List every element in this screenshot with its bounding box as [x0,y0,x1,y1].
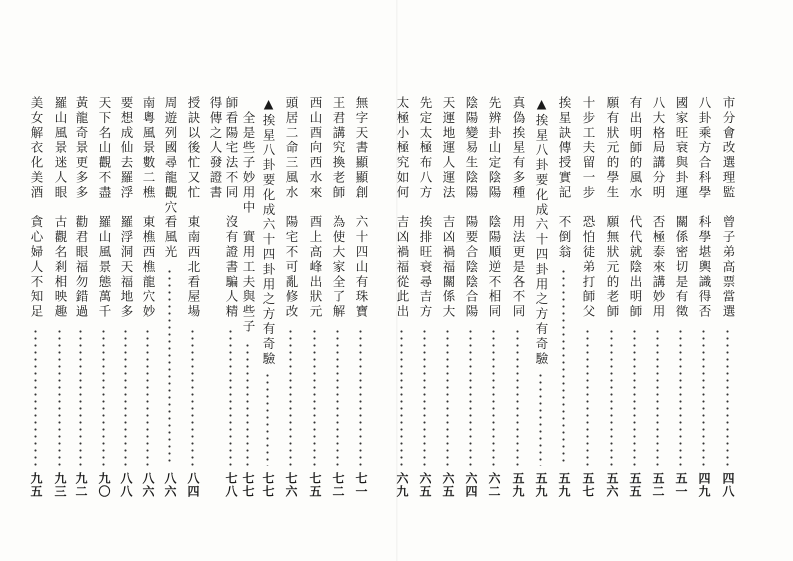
toc-title-text: 太極小極究如何 [395,96,410,201]
toc-entry[interactable] [580,96,596,496]
toc-entry[interactable] [486,96,502,496]
leader-dots [492,328,495,467]
page-number: 七五 [308,472,322,498]
page-number: 九五 [29,472,43,498]
toc-subtitle-text: 古觀名剎相映趣 [53,215,68,320]
toc-entry-title [696,96,712,320]
toc-entry[interactable] [353,96,369,496]
toc-title-text: 美女解衣化美酒 [29,96,44,201]
leader-dots [289,328,292,467]
page-number: 七七 [241,472,255,498]
toc-subtitle-text: 否極泰來講妙用 [651,215,666,320]
page-number: 六五 [418,472,432,498]
leader-dots [400,328,403,467]
toc-entry-title [96,96,112,320]
toc-title-text: ▲挨星八卦要化成六十四卦用之方有奇驗 [534,96,549,367]
toc-subtitle-text: 羅浮洞天福地多 [119,215,134,320]
page-number: 六四 [464,472,478,498]
toc-subtitle-text: 全是些子妙用中 實用工夫與些子 [241,110,256,335]
toc-subtitle-text: 陽宅不可亂修改 [284,215,299,320]
toc-title-text: 願有狀元的學生 [605,96,620,201]
leader-dots [79,328,82,467]
toc-entry[interactable] [720,96,736,496]
toc-title-text: 有出明師的風水 [628,96,643,201]
leader-dots [246,342,249,466]
page-number: 九二 [74,472,88,498]
toc-title-text: 要想成仙去羅浮 [119,96,134,201]
toc-entry[interactable] [330,96,346,496]
toc-title-text: 八大格局講分明 [651,96,666,201]
toc-subtitle-text: 貪心婦人不知足 [29,215,44,320]
toc-entry[interactable] [260,96,276,496]
toc-entry-title [207,96,223,200]
leader-dots [124,328,127,467]
toc-entry-title [604,96,620,320]
toc-title-text: 黃龍奇景更多多 [74,96,89,201]
leader-dots [656,328,659,467]
leader-dots [562,268,565,466]
leader-dots [102,328,105,467]
toc-entry[interactable] [162,96,178,496]
toc-entry-title [580,96,596,320]
page-number: 五五 [628,472,642,498]
toc-subtitle-text: 六十四山有珠寶 [354,215,369,320]
toc-title-text: 八卦乘方合科學 [697,96,712,201]
page-number: 五九 [557,472,571,498]
toc-subtitle-text: 沒有證書騙人精 [224,215,239,320]
toc-entry[interactable] [673,96,689,496]
toc-entry[interactable] [627,96,643,496]
toc-subtitle-text: 東樵西樵龍穴妙 [141,215,156,320]
leader-dots [58,328,61,467]
leader-dots [446,328,449,467]
toc-entry-title [720,96,736,320]
leader-dots [168,268,171,466]
toc-subtitle-text: 用法更是各不同 [511,215,526,320]
toc-subtitle-text: 為使大家全了解 [331,215,346,320]
toc-entry-title [223,96,239,320]
toc-entry[interactable] [307,96,323,496]
toc-entry[interactable] [96,96,112,496]
toc-entry-title [533,96,549,367]
toc-title-text: 先辨卦山定陰陽 [487,96,502,201]
toc-subtitle-text: 願無狀元的老師 [605,215,620,320]
toc-subtitle-text: 恐怕徒弟打師父 [581,215,596,320]
toc-subtitle-text: 代代就陰出明師 [628,215,643,320]
leader-dots [469,328,472,467]
toc-entry-title [510,96,526,320]
toc-subtitle-text: 曾子弟高票當選 [721,215,736,320]
toc-entry-title [440,96,456,320]
toc-title-text: 授訣以後忙又忙 [186,96,201,201]
page-number: 五七 [581,472,595,498]
toc-entry-title [353,96,369,320]
toc-title-text: 周遊列國尋龍觀穴看風光 [163,96,178,260]
toc-entry-title [162,96,178,260]
leader-dots [336,328,339,467]
toc-subtitle-text: 東南西北看屋場 [186,215,201,320]
toc-entry-title [52,96,68,320]
page-number: 六五 [441,472,455,498]
toc-title-text: 市分會改選理監 [721,96,736,201]
toc-entry[interactable] [73,96,89,496]
toc-entry[interactable] [394,96,410,496]
leader-dots [146,328,149,467]
toc-title-text: 無字天書顯顯創 [354,96,369,201]
toc-entry[interactable] [28,96,44,496]
toc-subtitle-text: 不倒翁 [557,215,572,260]
leader-dots [423,328,426,467]
page-number: 七六 [284,472,298,498]
toc-entry-title [486,96,502,320]
page-number: 七七 [261,472,275,498]
toc-entry-title [260,96,276,367]
page-number: 四八 [721,472,735,498]
toc-entry[interactable] [283,96,299,496]
toc-title-text: 挨星訣傳授實記 [557,96,572,201]
toc-subtitle-text: 陰陽順逆不相同 [487,215,502,320]
toc-entry[interactable] [118,96,134,496]
toc-entry[interactable] [185,96,201,496]
toc-entry-title [627,96,643,320]
toc-entry-title [73,96,89,320]
toc-title-text: 頭居二命三風水 [284,96,299,201]
leader-dots [229,328,232,467]
toc-title-text: 西山酉向西水來 [308,96,323,201]
toc-subtitle-text: 勸君眼福勿錯過 [74,215,89,320]
page-number: 七八 [224,472,238,498]
leader-dots [191,328,194,467]
page-number: 五九 [511,472,525,498]
toc-entry[interactable] [650,96,666,496]
toc-title-text: 王君講究換老師 [331,96,346,201]
toc-entry[interactable] [556,96,572,496]
page-number: 五六 [605,472,619,498]
toc-subtitle-text: 科學堪輿識得否 [697,215,712,320]
leader-dots [702,328,705,467]
toc-subtitle-text: 吉凶禍福關係大 [441,215,456,320]
toc-entry[interactable] [223,96,239,496]
toc-entry-title [118,96,134,320]
leader-dots [34,328,37,467]
toc-entry[interactable] [696,96,712,496]
toc-entry[interactable] [140,96,156,496]
toc-entry-title [330,96,346,320]
toc-entry[interactable] [440,96,456,496]
toc-entry-title [140,96,156,320]
toc-title-text: 國家旺衰與卦運 [674,96,689,201]
toc-entry-title [307,96,323,320]
toc-title-text: 十步工夫留一步 [581,96,596,201]
toc-entry-title [650,96,666,320]
toc-subtitle-text: 挨排旺衰尋吉方 [418,215,433,320]
toc-entry[interactable] [604,96,620,496]
toc-title-text: 羅山風景迷人眼 [53,96,68,201]
toc-entry-title [283,96,299,320]
page-number: 七一 [354,472,368,498]
toc-title-text: 得傳之人發證書 [208,96,223,201]
leader-dots [359,328,362,467]
toc-entry[interactable] [52,96,68,496]
toc-entry-title [463,96,479,320]
leader-dots [586,328,589,467]
toc-title-text: 先定太極布八方 [418,96,433,201]
page-number: 八四 [186,472,200,498]
toc-entry[interactable] [240,96,256,496]
toc-entry[interactable] [417,96,433,496]
toc-entry-title [185,96,201,320]
toc-entry[interactable] [533,96,549,496]
leader-dots [679,328,682,467]
leader-dots [633,328,636,467]
toc-entry-title [394,96,410,320]
page-number: 八六 [163,472,177,498]
toc-entry-title [673,96,689,320]
page-number: 五二 [651,472,665,498]
toc-subtitle-text: 關係密切是有徵 [674,215,689,320]
toc-title-text: 真偽挨星有多種 [511,96,526,201]
leader-dots [539,372,542,466]
toc-entry-title [28,96,44,320]
toc-entry-title [240,96,256,334]
toc-title-text: 天運地運人運法 [441,96,456,201]
toc-title-text: 師看陽宅法不同 [224,96,239,201]
toc-entry[interactable] [207,96,223,496]
page-number: 五九 [534,472,548,498]
page-number: 八八 [119,472,133,498]
toc-subtitle-text: 酉上高峰出狀元 [308,215,323,320]
toc-title-text: 陰陽變易生陰陽 [464,96,479,201]
toc-entry[interactable] [463,96,479,496]
leader-dots [726,328,729,467]
page-number: 九〇 [97,472,111,498]
toc-title-text: ▲挨星八卦要化成六十四卦用之方有奇驗 [261,96,276,367]
toc-subtitle-text: 吉凶禍福從此出 [395,215,410,320]
page-number: 九三 [53,472,67,498]
toc-entry-title [556,96,572,260]
toc-subtitle-text: 羅山風景態萬千 [97,215,112,320]
toc-title-text: 天下名山觀不盡 [97,96,112,201]
page-number: 八六 [141,472,155,498]
leader-dots [610,328,613,467]
toc-subtitle-text: 陽要合陰陰合陽 [464,215,479,320]
page-number: 六二 [487,472,501,498]
leader-dots [266,372,269,466]
leader-dots [516,328,519,467]
toc-entry[interactable] [510,96,526,496]
page-number: 五一 [674,472,688,498]
page-number: 七二 [331,472,345,498]
leader-dots [313,328,316,467]
toc-title-text: 南粵風景數二樵 [141,96,156,201]
page-number: 六九 [395,472,409,498]
page-number: 四九 [697,472,711,498]
toc-entry-title [417,96,433,320]
